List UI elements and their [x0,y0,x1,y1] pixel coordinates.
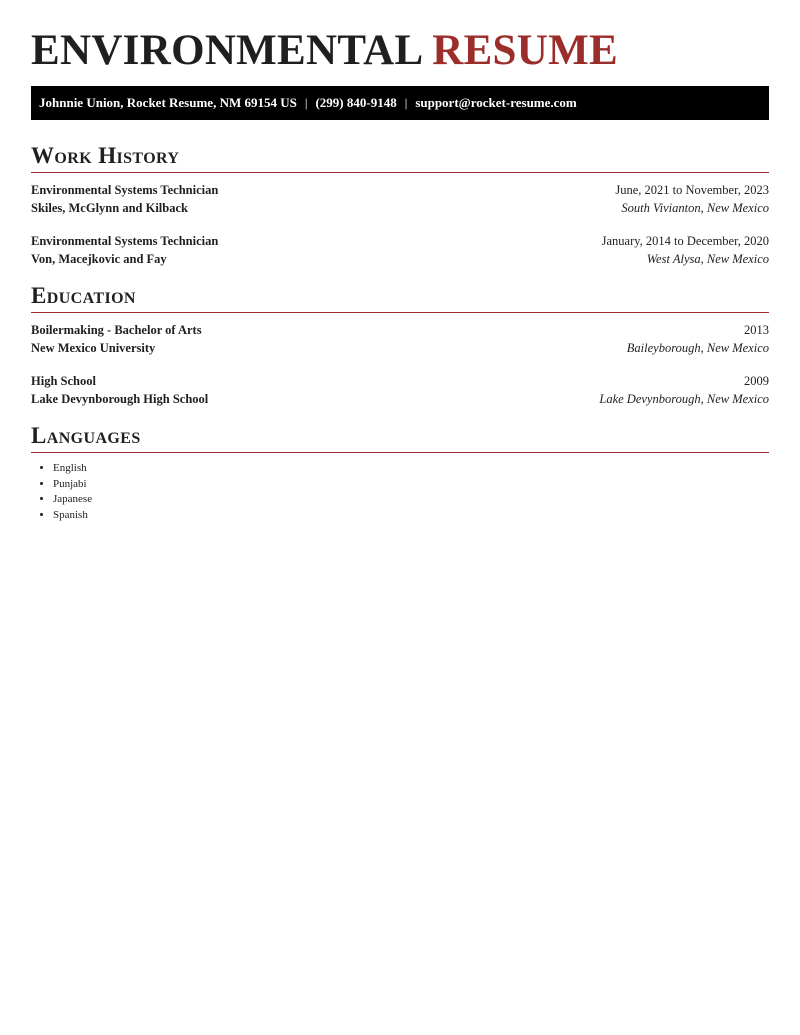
work-entry [31,232,769,268]
language-item: • English [53,461,769,477]
entry-row [31,372,769,390]
entry-row [31,232,769,250]
language-item: • Punjabi [53,477,769,493]
degree-name: Boilermaking - Bachelor of Arts [31,323,202,337]
contact-bar [31,86,769,120]
entry-row [31,199,769,217]
languages-list [31,461,769,523]
company-name: Skiles, McGlynn and Kilback [31,201,188,215]
entry-row [31,321,769,339]
languages-section [31,422,769,523]
entry-row [31,181,769,199]
job-location: South Vivianton, New Mexico [621,201,769,215]
school-name: New Mexico University [31,341,156,355]
work-history-section [31,142,769,268]
job-dates: January, 2014 to December, 2020 [601,234,769,248]
job-title: Environmental Systems Technician [31,183,219,197]
graduation-year: 2013 [744,323,769,337]
language-item: • Spanish [53,508,769,524]
degree-name: High School [31,374,96,388]
contact-address: Johnnie Union, Rocket Resume, NM 69154 US [39,95,297,110]
title-first-word: ENVIRONMENTAL [31,27,422,74]
contact-phone: (299) 840-9148 [315,95,397,110]
company-name: Von, Macejkovic and Fay [31,252,167,266]
entry-row [31,250,769,268]
section-heading-languages: Languages [31,422,769,453]
education-section [31,282,769,408]
job-dates: June, 2021 to November, 2023 [615,183,769,197]
school-name: Lake Devynborough High School [31,392,209,406]
contact-separator: | [304,95,308,110]
entry-row [31,339,769,357]
school-location: Baileyborough, New Mexico [626,341,769,355]
section-heading-education: Education [31,282,769,313]
graduation-year: 2009 [744,374,769,388]
education-entry [31,372,769,408]
entry-row [31,390,769,408]
section-heading-work-history: Work History [31,142,769,173]
language-item: • Japanese [53,492,769,508]
contact-email[interactable]: support@rocket-resume.com [415,95,577,110]
work-entry [31,181,769,217]
job-location: West Alysa, New Mexico [646,252,769,266]
education-entry [31,321,769,357]
resume-title [31,0,769,75]
contact-separator: | [404,95,408,110]
work-history-entries [31,173,769,268]
title-second-word: RESUME [432,27,618,74]
job-title: Environmental Systems Technician [31,234,219,248]
education-entries [31,313,769,408]
school-location: Lake Devynborough, New Mexico [599,392,769,406]
